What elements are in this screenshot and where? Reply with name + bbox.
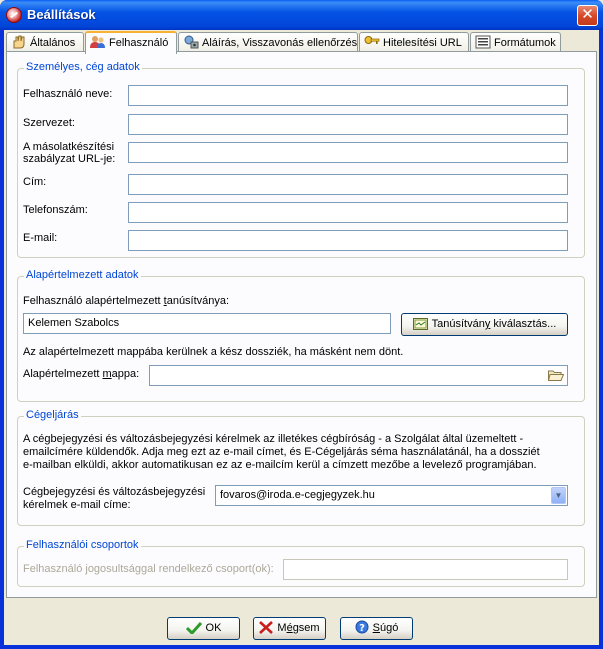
tab-signature[interactable]: Aláírás, Visszavonás ellenőrzés [178, 32, 358, 52]
folder-browse-icon[interactable] [548, 369, 564, 381]
tab-formats[interactable]: Formátumok [470, 32, 561, 52]
tab-user[interactable]: Felhasználó [85, 31, 177, 54]
certificate-icon [413, 317, 428, 337]
help-button[interactable]: ? Súgó [340, 617, 413, 640]
cancel-button[interactable]: Mégsem [253, 617, 326, 640]
policy-url-label: A másolatkészítési szabályzat URL-je: [23, 141, 116, 165]
list-icon [475, 35, 491, 49]
ok-button[interactable]: OK [167, 617, 240, 640]
group-title-personal: Személyes, cég adatok [26, 61, 140, 73]
check-icon [186, 621, 202, 641]
email-label: E-mail: [23, 232, 58, 244]
chevron-down-icon[interactable]: ▼ [551, 487, 566, 504]
default-folder-field[interactable] [149, 365, 568, 386]
company-email-label: Cégbejegyzési és változásbejegyzési kérelmek e-mail címe: [23, 486, 206, 511]
users-icon [90, 35, 106, 49]
user-groups-field[interactable] [283, 559, 568, 580]
close-button[interactable] [577, 5, 598, 26]
group-title-user-groups: Felhasználói csoportok [26, 539, 139, 551]
organization-field[interactable] [128, 114, 568, 135]
dialog-client [4, 30, 599, 645]
address-field[interactable] [128, 174, 568, 195]
default-cert-field[interactable]: Kelemen Szabolcs [23, 313, 391, 334]
close-icon: ✕ [581, 6, 594, 23]
group-title-company: Cégeljárás [26, 409, 79, 421]
cross-icon [259, 621, 273, 641]
app-logo-icon [6, 7, 22, 23]
policy-url-field[interactable] [128, 142, 568, 163]
default-folder-label: Alapértelmezett mappa: [23, 368, 140, 380]
hand-icon [11, 35, 27, 49]
user-tab-panel [6, 51, 597, 598]
signature-icon [183, 35, 199, 49]
phone-field[interactable] [128, 202, 568, 223]
company-email-combo[interactable]: fovaros@iroda.e-cegjegyzek.hu ▼ [215, 485, 568, 506]
email-field[interactable] [128, 230, 568, 251]
help-icon [355, 620, 369, 641]
organization-label: Szervezet: [23, 117, 75, 129]
window-title: Beállítások [27, 7, 96, 22]
company-description: A cégbejegyzési és változásbejegyzési kérelmek az illetékes cégbíróság - a Szolgálat által üzemeltett - emailcímére küldendők. Adja meg ezt az e-mail címet, és E-Cégeljárás séma használatánál, ha a dossziét e-mailban elküldi, akkor automatikusan ez az e-mailcím kerül a címzett mezőbe a levelező programjában. [23, 433, 540, 471]
tab-general[interactable]: Általános [6, 32, 84, 52]
tab-auth-url[interactable]: Hitelesítési URL [359, 32, 469, 52]
address-label: Cím: [23, 176, 47, 188]
title-bar[interactable] [0, 0, 603, 30]
user-name-label: Felhasználó neve: [23, 88, 113, 100]
group-title-defaults: Alapértelmezett adatok [26, 269, 139, 281]
select-certificate-button[interactable]: Tanúsítvány kiválasztás... [401, 313, 568, 336]
svg-text:?: ? [358, 623, 365, 634]
user-groups-label: Felhasználó jogosultsággal rendelkező csoport(ok): [23, 563, 274, 575]
default-folder-info: Az alapértelmezett mappába kerülnek a kész dossziék, ha másként nem dönt. [23, 346, 404, 358]
default-cert-label: Felhasználó alapértelmezett tanúsítványa: [23, 295, 230, 307]
user-name-field[interactable] [128, 85, 568, 106]
key-icon [364, 35, 380, 49]
phone-label: Telefonszám: [23, 204, 88, 216]
